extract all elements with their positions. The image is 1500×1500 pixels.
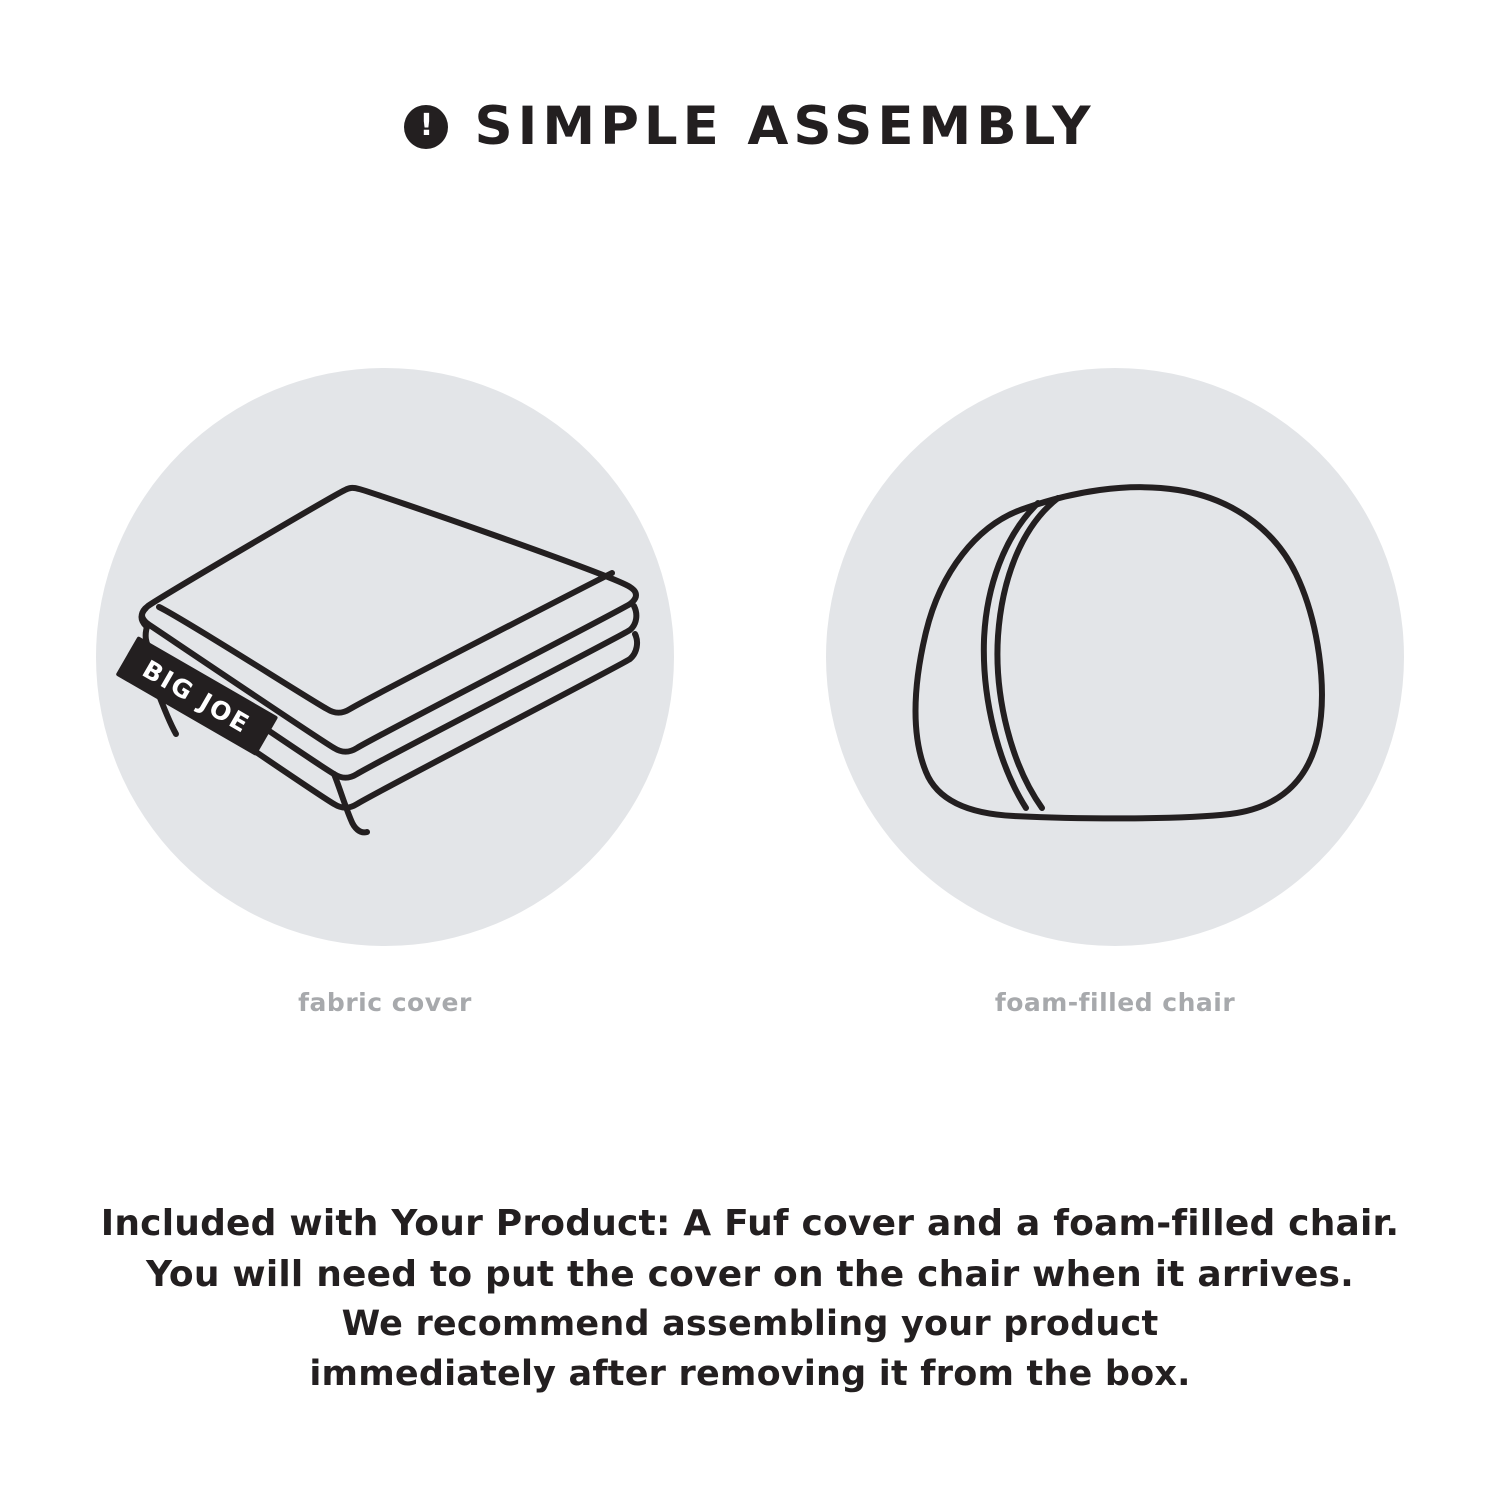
item-caption: foam-filled chair <box>994 988 1236 1017</box>
item-foam-filled-chair <box>826 368 1404 1017</box>
item-fabric-cover <box>96 368 674 1017</box>
exclamation-mark: ! <box>419 107 434 143</box>
foam-filled-chair-drawing <box>826 368 1404 946</box>
page-title: SIMPLE ASSEMBLY <box>474 96 1096 157</box>
header <box>0 96 1500 157</box>
item-caption: fabric cover <box>298 988 472 1017</box>
footer-description <box>0 1198 1500 1400</box>
exclamation-circle-icon <box>404 105 448 149</box>
foam-filled-chair-disc <box>826 368 1404 946</box>
included-items-row <box>0 368 1500 1017</box>
folded-fabric-cover-drawing <box>96 368 674 946</box>
footer-line-2: You will need to put the cover on the chair when it arrives. <box>145 1254 1355 1296</box>
svg-text:BIG JOE: BIG JOE <box>137 654 256 740</box>
footer-line-3: We recommend assembling your product <box>341 1304 1159 1345</box>
footer-line-1: Included with Your Product: A Fuf cover and a foam-filled chair. <box>100 1203 1400 1244</box>
footer-line-4: immediately after removing it from the box. <box>309 1353 1191 1394</box>
fabric-cover-disc <box>96 368 674 946</box>
